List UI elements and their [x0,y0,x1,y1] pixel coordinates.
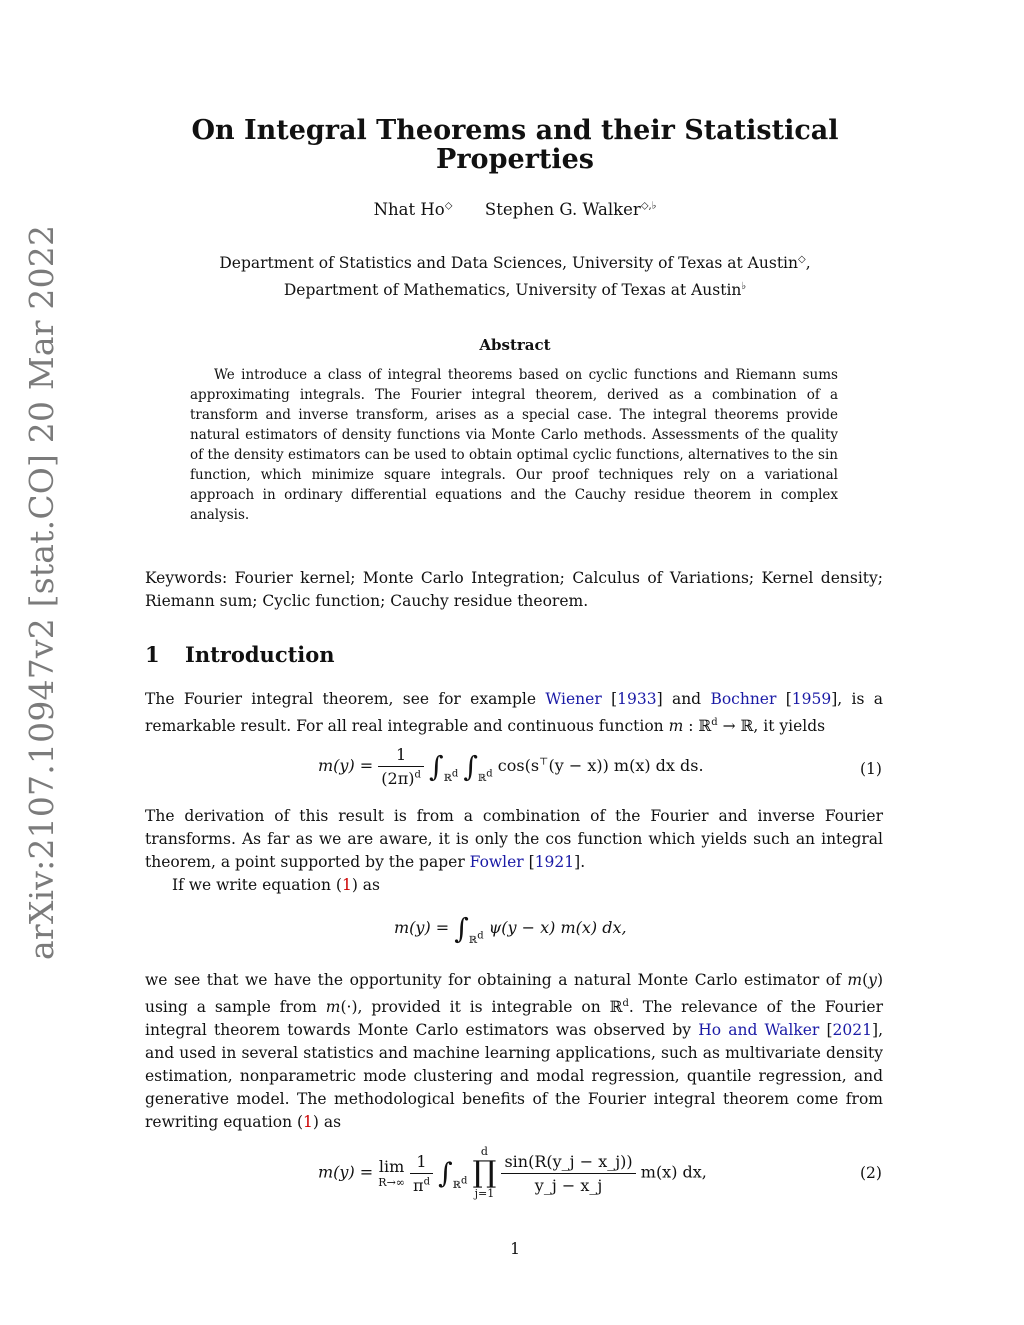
intro-paragraph-4: we see that we have the opportunity for obtaining a natural Monte Carlo estimator of m(y) using a sample from m(·), provided it is integrable on ℝ$^d$. The relevance of the Fourier integral theorem towards Monte Carlo estimators was observed by Ho and Walker [2021], and used in several statistics and machine learning applications, such as multivariate density estimation, nonparametric mode clustering and modal regression, quantile regression, and generative model. The methodological benefits of the Fourier integral theorem come from rewriting equation (1) as [145,971,883,1132]
author-list [150,200,880,219]
section-title: Introduction [185,642,335,667]
paper-title: On Integral Theorems and their Statistical Properties [191,115,839,175]
intro-paragraph-1: The Fourier integral theorem, see for example Wiener [1933] and Bochner [1959], is a remarkable result. For all real integrable and continuous function m : ℝ$^d$ → ℝ, it yields [145,690,884,736]
citation-link[interactable]: Bochner [710,690,777,708]
affiliations [150,248,880,302]
intro-paragraph-3: If we write equation (1) as [172,876,380,894]
page-number: 1 [510,1240,520,1258]
section-number: 1 [145,642,160,667]
citation-year[interactable]: 1959 [791,690,832,708]
affiliation-line: Department of Mathematics, University of Texas at Austin♭ [283,281,747,300]
keywords: Keywords: Fourier kernel; Monte Carlo Integration; Calculus of Variations; Kernel density; Riemann sum; Cyclic function; Cauchy residue theorem. [145,569,883,610]
author-mark: ◇ [444,200,453,212]
section-heading [145,642,335,667]
citation-link[interactable]: Fowler [469,853,524,871]
citation-year[interactable]: 2021 [832,1021,872,1040]
abstract-heading: Abstract [479,336,551,354]
equation-2: m(y) = lim R→∞ $\frac{1}{\pi^d}$ $\int_{ℝ^d}$ d ∏ j=1 $\frac{\sin(R(y\_j - x\_j))}{y\_j - x\_j}$ m(x) dx, [318,1145,707,1200]
abstract-body: We introduce a class of integral theorems based on cyclic functions and Riemann sums approximating integrals. The Fourier integral theorem, derived as a combination of a transform and inverse transform, arises as a special case. The integral theorems provide natural estimators of density functions via Monte Carlo methods. Assessments of the quality of the density estimators can be used to obtain optimal cyclic functions, alternatives to the sin function, which minimize square integrals. Our proof techniques rely on a variational approach in ordinary differential equations and the Cauchy residue theorem in complex analysis. [190,367,838,523]
equation-inline-display: $m(y) = \int_{ℝ^d}$ ψ(y − x) m(x) dx, [394,912,627,946]
citation-year[interactable]: 1933 [617,690,657,708]
equation-reference[interactable]: 1 [303,1113,313,1132]
author-name: Nhat Ho [373,200,445,219]
citation-link[interactable]: Wiener [545,690,602,708]
intro-paragraph-2: The derivation of this result is from a combination of the Fourier and inverse Fourier transforms. As far as we are aware, it is only the cos function which yields such an integral theorem, a point supported by the paper Fowler [1921]. [145,807,883,871]
equation-number: (2) [860,1164,882,1182]
equation-number: (1) [860,760,882,778]
author-mark: ◇,♭ [640,200,657,212]
equation-reference[interactable]: 1 [341,876,352,894]
citation-year[interactable]: 1921 [534,853,575,871]
arxiv-identifier-stamp: arXiv:2107.10947v2 [stat.CO] 20 Mar 2022 [22,224,61,960]
citation-link[interactable]: Ho and Walker [698,1021,820,1040]
equation-1: m(y) = $\frac{1}{(2\pi)^d}$ $\int_{ℝ^d}$ $\int_{ℝ^d}$ cos(s⊤(y − x)) m(x) dx ds. [318,745,704,788]
author-name: Stephen G. Walker [484,200,641,219]
affiliation-line: Department of Statistics and Data Sciences, University of Texas at Austin◇, [219,254,811,273]
